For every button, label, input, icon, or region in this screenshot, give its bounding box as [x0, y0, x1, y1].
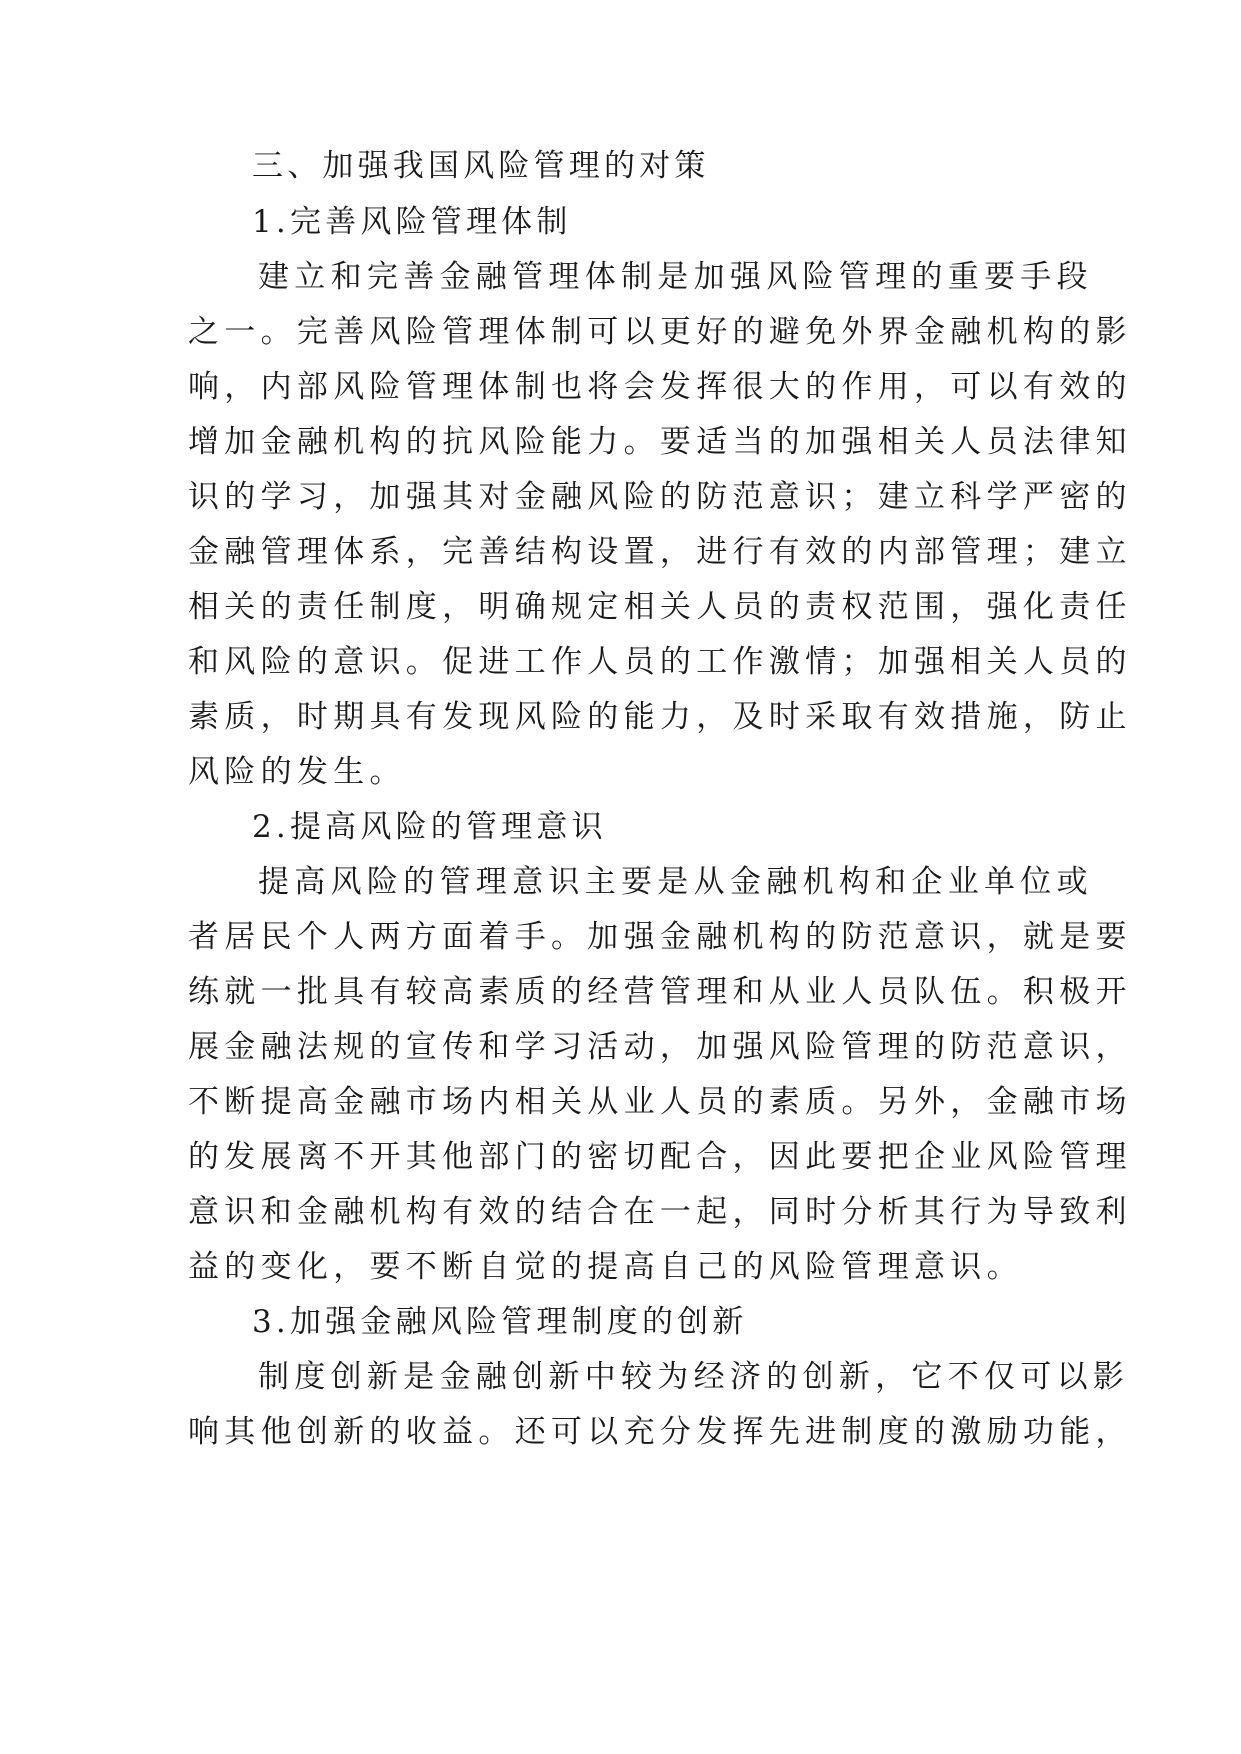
paragraph-1-line: 相关的责任制度，明确规定相关人员的责权范围，强化责任 — [188, 589, 1132, 625]
paragraph-1-line: 之一。完善风险管理体制可以更好的避免外界金融机构的影 — [188, 314, 1132, 350]
paragraph-1-line: 金融管理体系，完善结构设置，进行有效的内部管理；建立 — [188, 534, 1132, 570]
paragraph-3-line: 制度创新是金融创新中较为经济的创新，它不仅可以影 — [258, 1359, 1130, 1395]
paragraph-1-line: 和风险的意识。促进工作人员的工作激情；加强相关人员的 — [188, 644, 1132, 680]
paragraph-1-line: 增加金融机构的抗风险能力。要适当的加强相关人员法律知 — [188, 424, 1132, 460]
paragraph-1-line: 响，内部风险管理体制也将会发挥很大的作用，可以有效的 — [188, 369, 1132, 405]
paragraph-2-line: 意识和金融机构有效的结合在一起，同时分析其行为导致利 — [188, 1194, 1132, 1230]
paragraph-1-line: 素质，时期具有发现风险的能力，及时采取有效措施，防止 — [188, 699, 1132, 735]
paragraph-2-line: 练就一批具有较高素质的经营管理和从业人员队伍。积极开 — [188, 974, 1132, 1010]
paragraph-1-line: 建立和完善金融管理体制是加强风险管理的重要手段 — [258, 259, 1093, 295]
section-heading: 三、加强我国风险管理的对策 — [252, 148, 710, 184]
paragraph-2-line: 提高风险的管理意识主要是从金融机构和企业单位或 — [258, 864, 1093, 900]
paragraph-2-line: 益的变化，要不断自觉的提高自己的风险管理意识。 — [188, 1249, 1023, 1285]
paragraph-1-line: 识的学习，加强其对金融风险的防范意识；建立科学严密的 — [188, 479, 1132, 515]
paragraph-2-line: 不断提高金融市场内相关从业人员的素质。另外，金融市场 — [188, 1084, 1132, 1120]
subsection-1-heading: 1.完善风险管理体制 — [252, 204, 572, 240]
subsection-3-heading: 3.加强金融风险管理制度的创新 — [252, 1304, 748, 1340]
paragraph-2-line: 者居民个人两方面着手。加强金融机构的防范意识，就是要 — [188, 919, 1132, 955]
paragraph-2-line: 展金融法规的宣传和学习活动，加强风险管理的防范意识， — [188, 1029, 1132, 1065]
paragraph-3-line: 响其他创新的收益。还可以充分发挥先进制度的激励功能， — [188, 1414, 1132, 1450]
paragraph-2-line: 的发展离不开其他部门的密切配合，因此要把企业风险管理 — [188, 1139, 1132, 1175]
subsection-2-heading: 2.提高风险的管理意识 — [252, 809, 607, 845]
paragraph-1-line: 风险的发生。 — [188, 754, 406, 790]
